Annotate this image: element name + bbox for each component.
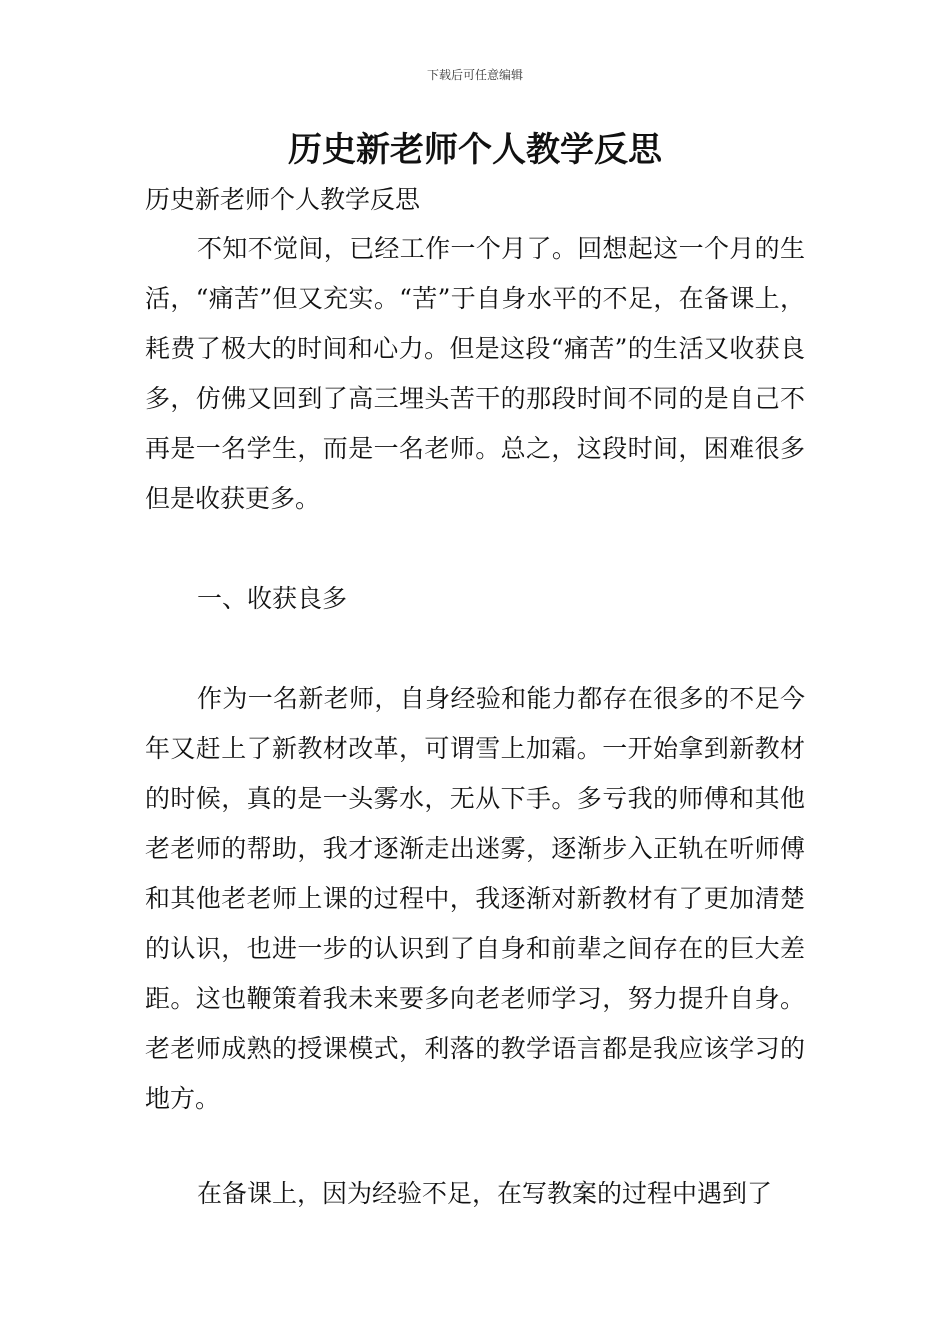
paragraph-intro: 不知不觉间，已经工作一个月了。回想起这一个月的生活，“痛苦”但又充实。“苦”于自身水平的不足，在备课上，耗费了极大的时间和心力。但是这段“痛苦”的生活又收获良多，仿佛又回到了高三埋头苦干的那段时间不同的是自己不再是一名学生，而是一名老师。总之，这段时间，困难很多但是收获更多。 xyxy=(145,234,805,513)
paragraph-continued: 在备课上，因为经验不足，在写教案的过程中遇到了 xyxy=(197,1179,773,1208)
section-heading: 一、收获良多 xyxy=(197,584,348,613)
header-note: 下载后可任意编辑 xyxy=(426,68,523,82)
document-subtitle: 历史新老师个人教学反思 xyxy=(145,185,421,214)
document-title: 历史新老师个人教学反思 xyxy=(288,130,662,170)
paragraph-body: 作为一名新老师，自身经验和能力都存在很多的不足今年又赶上了新教材改革，可谓雪上加霜。一开始拿到新教材的时候，真的是一头雾水，无从下手。多亏我的师傅和其他老老师的帮助，我才逐渐走出迷雾，逐渐步入正轨在听师傅和其他老老师上课的过程中，我逐渐对新教材有了更加清楚的认识，也进一步的认识到了自身和前辈之间存在的巨大差距。这也鞭策着我未来要多向老老师学习，努力提升自身。老老师成熟的授课模式，利落的教学语言都是我应该学习的地方。 xyxy=(145,684,805,1113)
